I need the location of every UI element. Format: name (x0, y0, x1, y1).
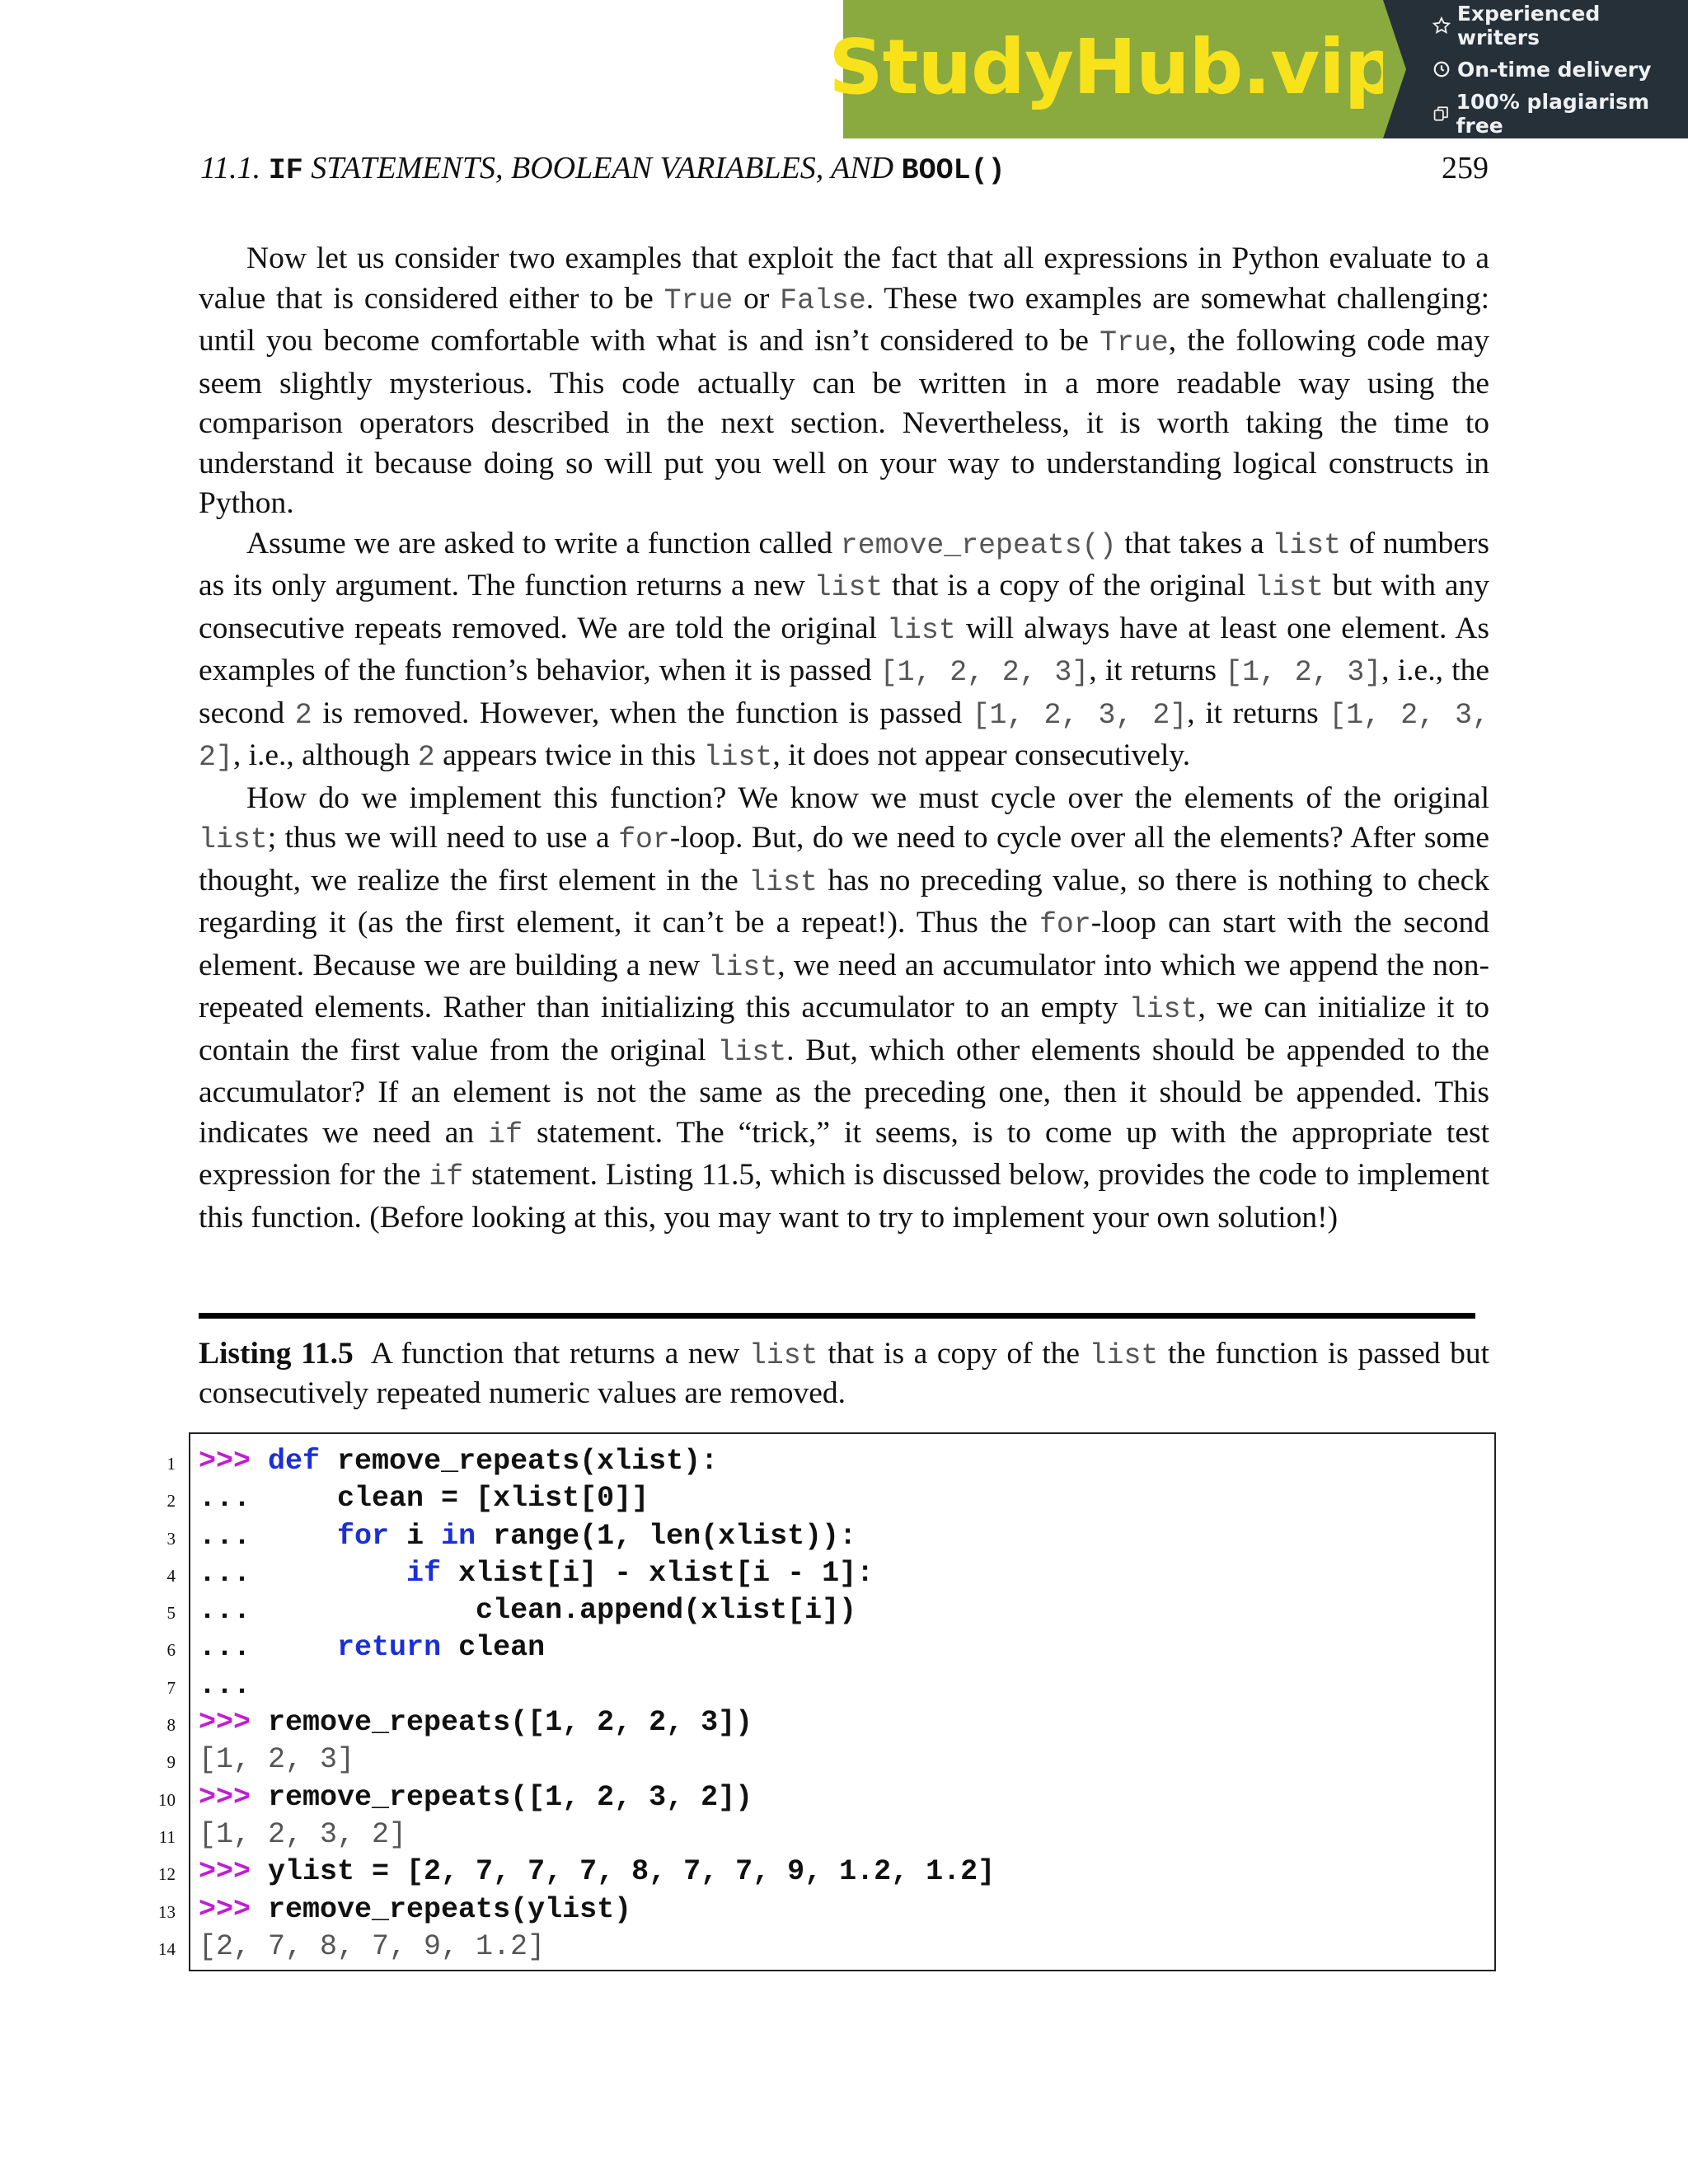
listing-rule (199, 1313, 1475, 1319)
feature-label: On-time delivery (1457, 57, 1652, 82)
feature-on-time-delivery (1432, 58, 1688, 82)
star-icon (1432, 16, 1451, 35)
paragraph-3: How do we implement this function? We know we must cycle over the elements of the original list; thus we will need to use a for-loop. But, do we need to cycle over all the elements? After some thought, we realize the first element in the list has no preceding value, so there is nothing to check regarding it (as the first element, it can’t be a repeat!). Thus the for-loop can start with the second element. Because we are building a new list, we need an accumulator into which we append the non-repeated elements. Rather than initializing this accumulator to an empty list, we can initialize it to contain the first value from the original list. But, which other elements should be appended to the accumulator? If an element is not the same as the preceding one, then it should be appended. This indicates we need an if statement. The “trick,” it seems, is to come up with the appropriate test expression for the if statement. Listing 11.5, which is discussed below, provides the code to implement this function. (Before looking at this, you may want to try to implement your own solution!) (199, 780, 1490, 1235)
feature-experienced-writers (1432, 2, 1688, 49)
code-line: 1 >>> def remove_repeats(xlist): (166, 1445, 719, 1478)
code-line: 9 [1, 2, 3] (166, 1743, 355, 1777)
running-header (200, 150, 1489, 187)
code-line: 8 >>> remove_repeats([1, 2, 2, 3]) (166, 1706, 753, 1740)
code-line: 11 [1, 2, 3, 2] (158, 1817, 407, 1851)
clock-icon (1432, 60, 1451, 78)
banner-logo-area (828, 0, 1398, 138)
listing-caption: Listing 11.5 A function that returns a new list that is a copy of the list the function is passed but consecutively repeated numeric values are removed. (199, 1337, 1489, 1410)
code-line: 4 ... if xlist[i] - xlist[i - 1]: (166, 1556, 874, 1590)
code-line: 14 [2, 7, 8, 7, 9, 1.2] (158, 1929, 546, 1963)
promo-banner[interactable] (828, 0, 1688, 138)
code-line: 6 ... return clean (166, 1631, 546, 1665)
code-line: 12 >>> ylist = [2, 7, 7, 7, 8, 7, 7, 9, 1.2, 1.2] (158, 1855, 996, 1889)
code-line: 3 ... for i in range(1, len(xlist)): (166, 1519, 857, 1553)
paragraph-1: Now let us consider two examples that exploit the fact that all expressions in Python evaluate to a value that is considered either to be True or False. These two examples are somewhat challenging: until you become comfortable with what is and isn’t considered to be True, the following code may seem slightly mysterious. This code actually can be written in a more readable way using the comparison operators described in the next section. Nevertheless, it is worth taking the time to understand it because doing so will put you well on your way to understanding logical constructs in Python. (199, 241, 1489, 520)
feature-label: Experienced writers (1456, 1, 1601, 49)
brand-logo: StudyHub.vip (828, 22, 1398, 111)
feature-label: 100% plagiarism free (1456, 89, 1650, 138)
paragraph-2: Assume we are asked to write a function called remove_repeats() that takes a list of numbers as its only argument. The function returns a new list that is a copy of the original list but with any consecutive repeats removed. We are told the original list will always have at least one element. As examples of the function’s behavior, when it is passed [1, 2, 2, 3], it returns [1, 2, 3], i.e., the second 2 is removed. However, when the function is passed [1, 2, 3, 2], it returns [1, 2, 3, 2], i.e., although 2 appears twice in this list, it does not appear consecutively. (199, 526, 1490, 774)
code-line: 2 ... clean = [xlist[0]] (166, 1482, 649, 1516)
code-line: 13 >>> remove_repeats(ylist) (158, 1892, 632, 1926)
code-line: 5 ... clean.append(xlist[i]) (166, 1594, 857, 1628)
feature-plagiarism-free (1432, 90, 1688, 138)
header-title: 11.1. IF STATEMENTS, BOOLEAN VARIABLES, AND BOOL() (200, 151, 1006, 187)
page-number: 259 (1442, 151, 1489, 185)
body-text (199, 239, 1489, 1238)
code-listing (158, 1443, 1484, 1966)
copy-icon (1432, 105, 1450, 123)
code-line: 10 >>> remove_repeats([1, 2, 3, 2]) (158, 1780, 753, 1814)
code-line: 7 ... (166, 1668, 251, 1702)
banner-features (1383, 0, 1688, 138)
